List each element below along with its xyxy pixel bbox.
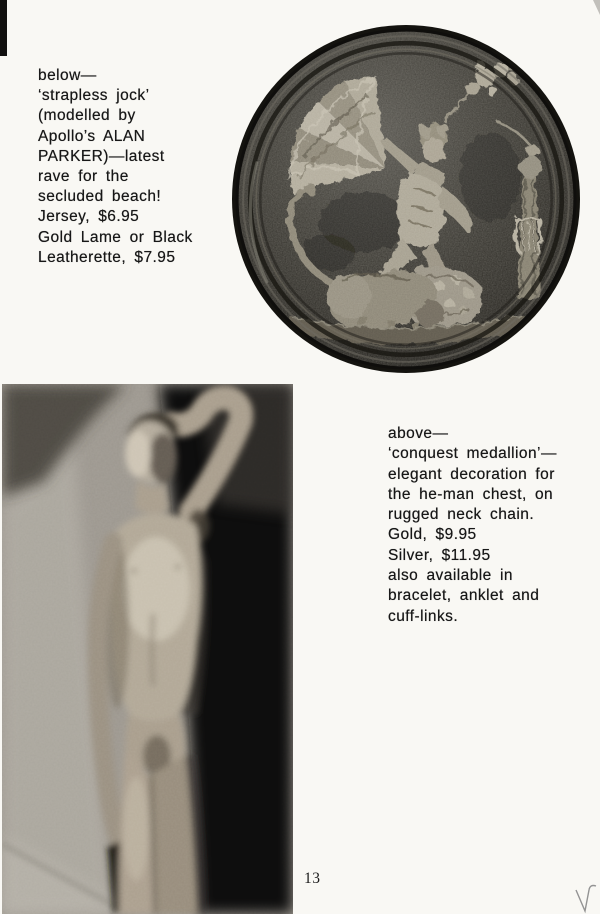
ad-copy-line: Gold, $9.95 — [388, 526, 477, 544]
ad-copy-line: (modelled by — [38, 107, 136, 125]
pen-mark — [572, 878, 600, 914]
ad-copy-line: ‘strapless jock’ — [38, 87, 150, 105]
ad-copy-line: PARKER)—latest — [38, 147, 165, 165]
ad-copy-line: cuff-links. — [388, 607, 459, 625]
scan-edge-bar — [0, 0, 7, 56]
ad-copy-line: below— — [38, 67, 97, 84]
ad-copy-line: rugged neck chain. — [388, 506, 535, 524]
ad-copy-strapless-jock — [38, 66, 253, 268]
ad-copy-conquest-medallion — [388, 424, 588, 627]
ad-copy-line: bracelet, anklet and — [388, 587, 540, 605]
medallion-illustration — [232, 25, 580, 373]
model-photo — [2, 384, 293, 914]
ad-copy-line: rave for the — [38, 168, 129, 186]
ad-copy-line: Gold Lame or Black — [38, 228, 193, 246]
page-number: 13 — [304, 870, 321, 887]
ad-copy-line: the he-man chest, on — [388, 485, 554, 503]
ad-copy-line: Silver, $11.95 — [388, 546, 491, 564]
conquest-medallion-photo — [232, 25, 580, 373]
ad-copy-line: Jersey, $6.95 — [38, 208, 140, 226]
ad-copy-line: Leatherette, $7.95 — [38, 248, 176, 266]
scan-corner-smudge — [590, 0, 600, 15]
ad-copy-line: secluded beach! — [38, 188, 162, 206]
ad-copy-line: ‘conquest medallion’— — [388, 445, 557, 463]
ad-copy-line: elegant decoration for — [388, 465, 555, 483]
ad-copy-line: also available in — [388, 567, 513, 585]
model-photo-illustration — [2, 384, 293, 914]
ad-copy-line: above— — [388, 425, 449, 442]
ad-copy-line: Apollo’s ALAN — [38, 127, 146, 145]
